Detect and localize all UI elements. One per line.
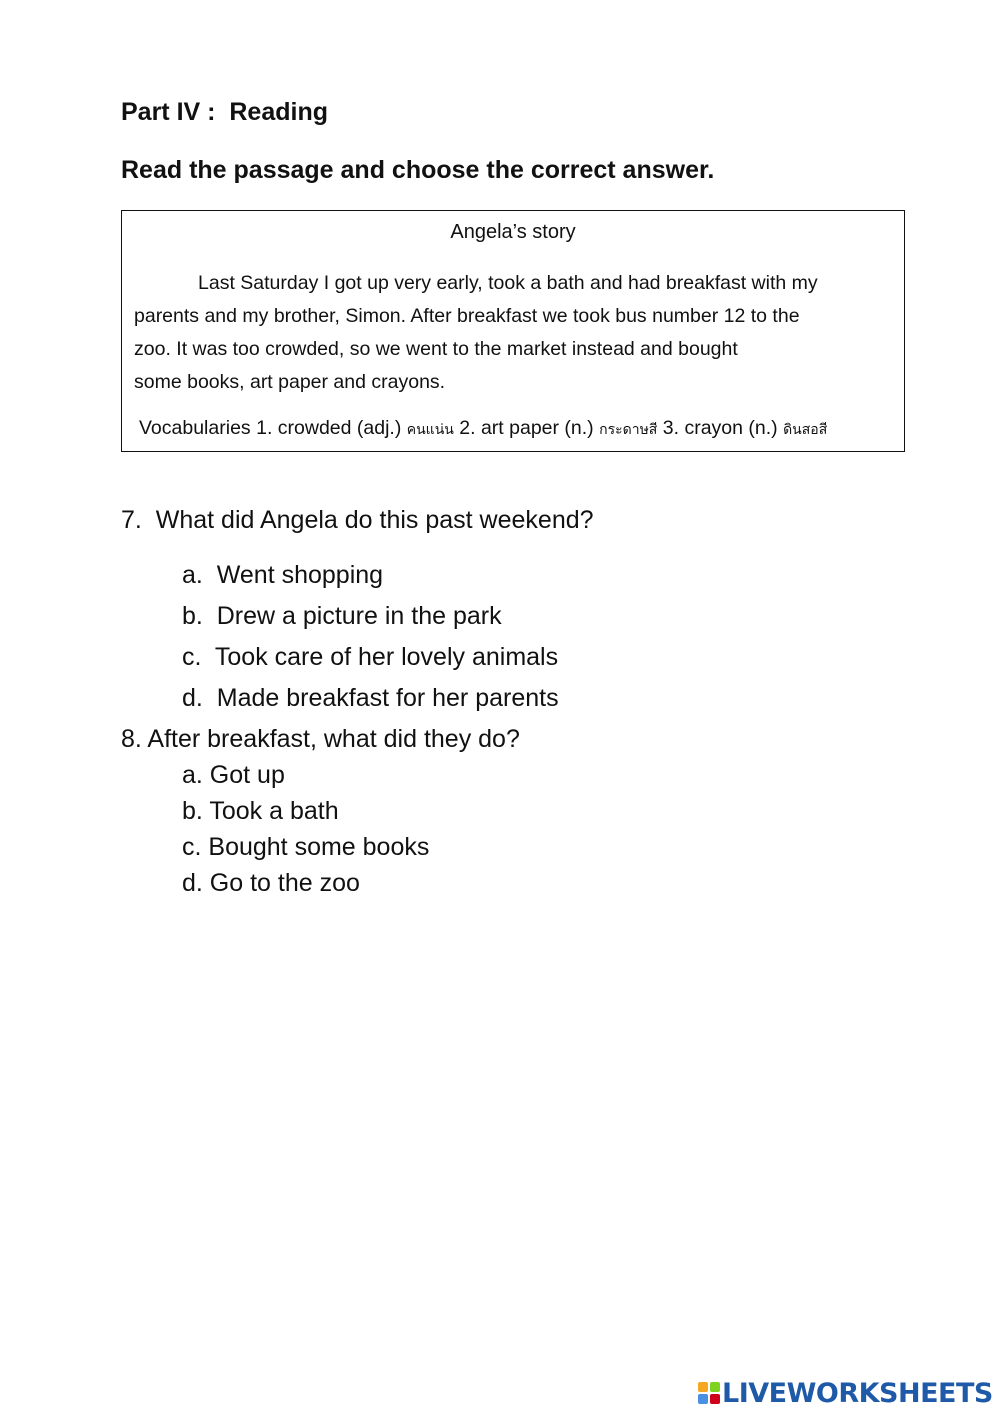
vocab-thai-crayon: ดินสอสี <box>783 422 828 438</box>
liveworksheets-logo <box>698 1376 993 1410</box>
question-7-option-d[interactable]: d. Made breakfast for her parents <box>182 684 559 712</box>
instruction-heading: Read the passage and choose the correct answer. <box>121 156 715 184</box>
vocab-thai-art-paper: กระดาษสี <box>599 422 658 438</box>
question-8: 8. After breakfast, what did they do? <box>121 725 520 753</box>
question-8-option-b[interactable]: b. Took a bath <box>182 797 339 825</box>
story-line: Last Saturday I got up very early, took a bath and had breakfast with my <box>198 272 818 294</box>
vocab-label: Vocabularies <box>139 417 251 439</box>
question-7-option-c[interactable]: c. Took care of her lovely animals <box>182 643 559 671</box>
vocabulary-line <box>139 417 827 441</box>
story-line: some books, art paper and crayons. <box>134 371 446 393</box>
question-8-option-d[interactable]: d. Go to the zoo <box>182 869 360 897</box>
vocab-item-art-paper: 2. art paper (n.) <box>459 417 594 439</box>
question-8-option-a[interactable]: a. Got up <box>182 761 285 789</box>
vocab-item-crowded: 1. crowded (adj.) <box>256 417 402 439</box>
question-7-option-b[interactable]: b. Drew a picture in the park <box>182 602 502 630</box>
logo-mark-icon <box>698 1382 720 1404</box>
logo-square <box>710 1382 720 1392</box>
story-box <box>121 210 905 452</box>
logo-square <box>698 1382 708 1392</box>
logo-square <box>698 1394 708 1404</box>
logo-square <box>710 1394 720 1404</box>
story-title: Angela’s story <box>450 221 576 243</box>
question-7-option-a[interactable]: a. Went shopping <box>182 561 384 589</box>
logo-text: LIVEWORKSHEETS <box>722 1377 993 1409</box>
story-passage <box>134 267 894 399</box>
question-7: 7. What did Angela do this past weekend? <box>121 506 594 534</box>
part-title: Part IV : Reading <box>121 98 328 126</box>
question-8-option-c[interactable]: c. Bought some books <box>182 833 430 861</box>
vocab-thai-crowded: คนแน่น <box>406 422 454 438</box>
story-line: parents and my brother, Simon. After breakfast we took bus number 12 to the <box>134 305 800 327</box>
vocab-item-crayon: 3. crayon (n.) <box>662 417 778 439</box>
story-line: zoo. It was too crowded, so we went to the market instead and bought <box>134 338 738 360</box>
